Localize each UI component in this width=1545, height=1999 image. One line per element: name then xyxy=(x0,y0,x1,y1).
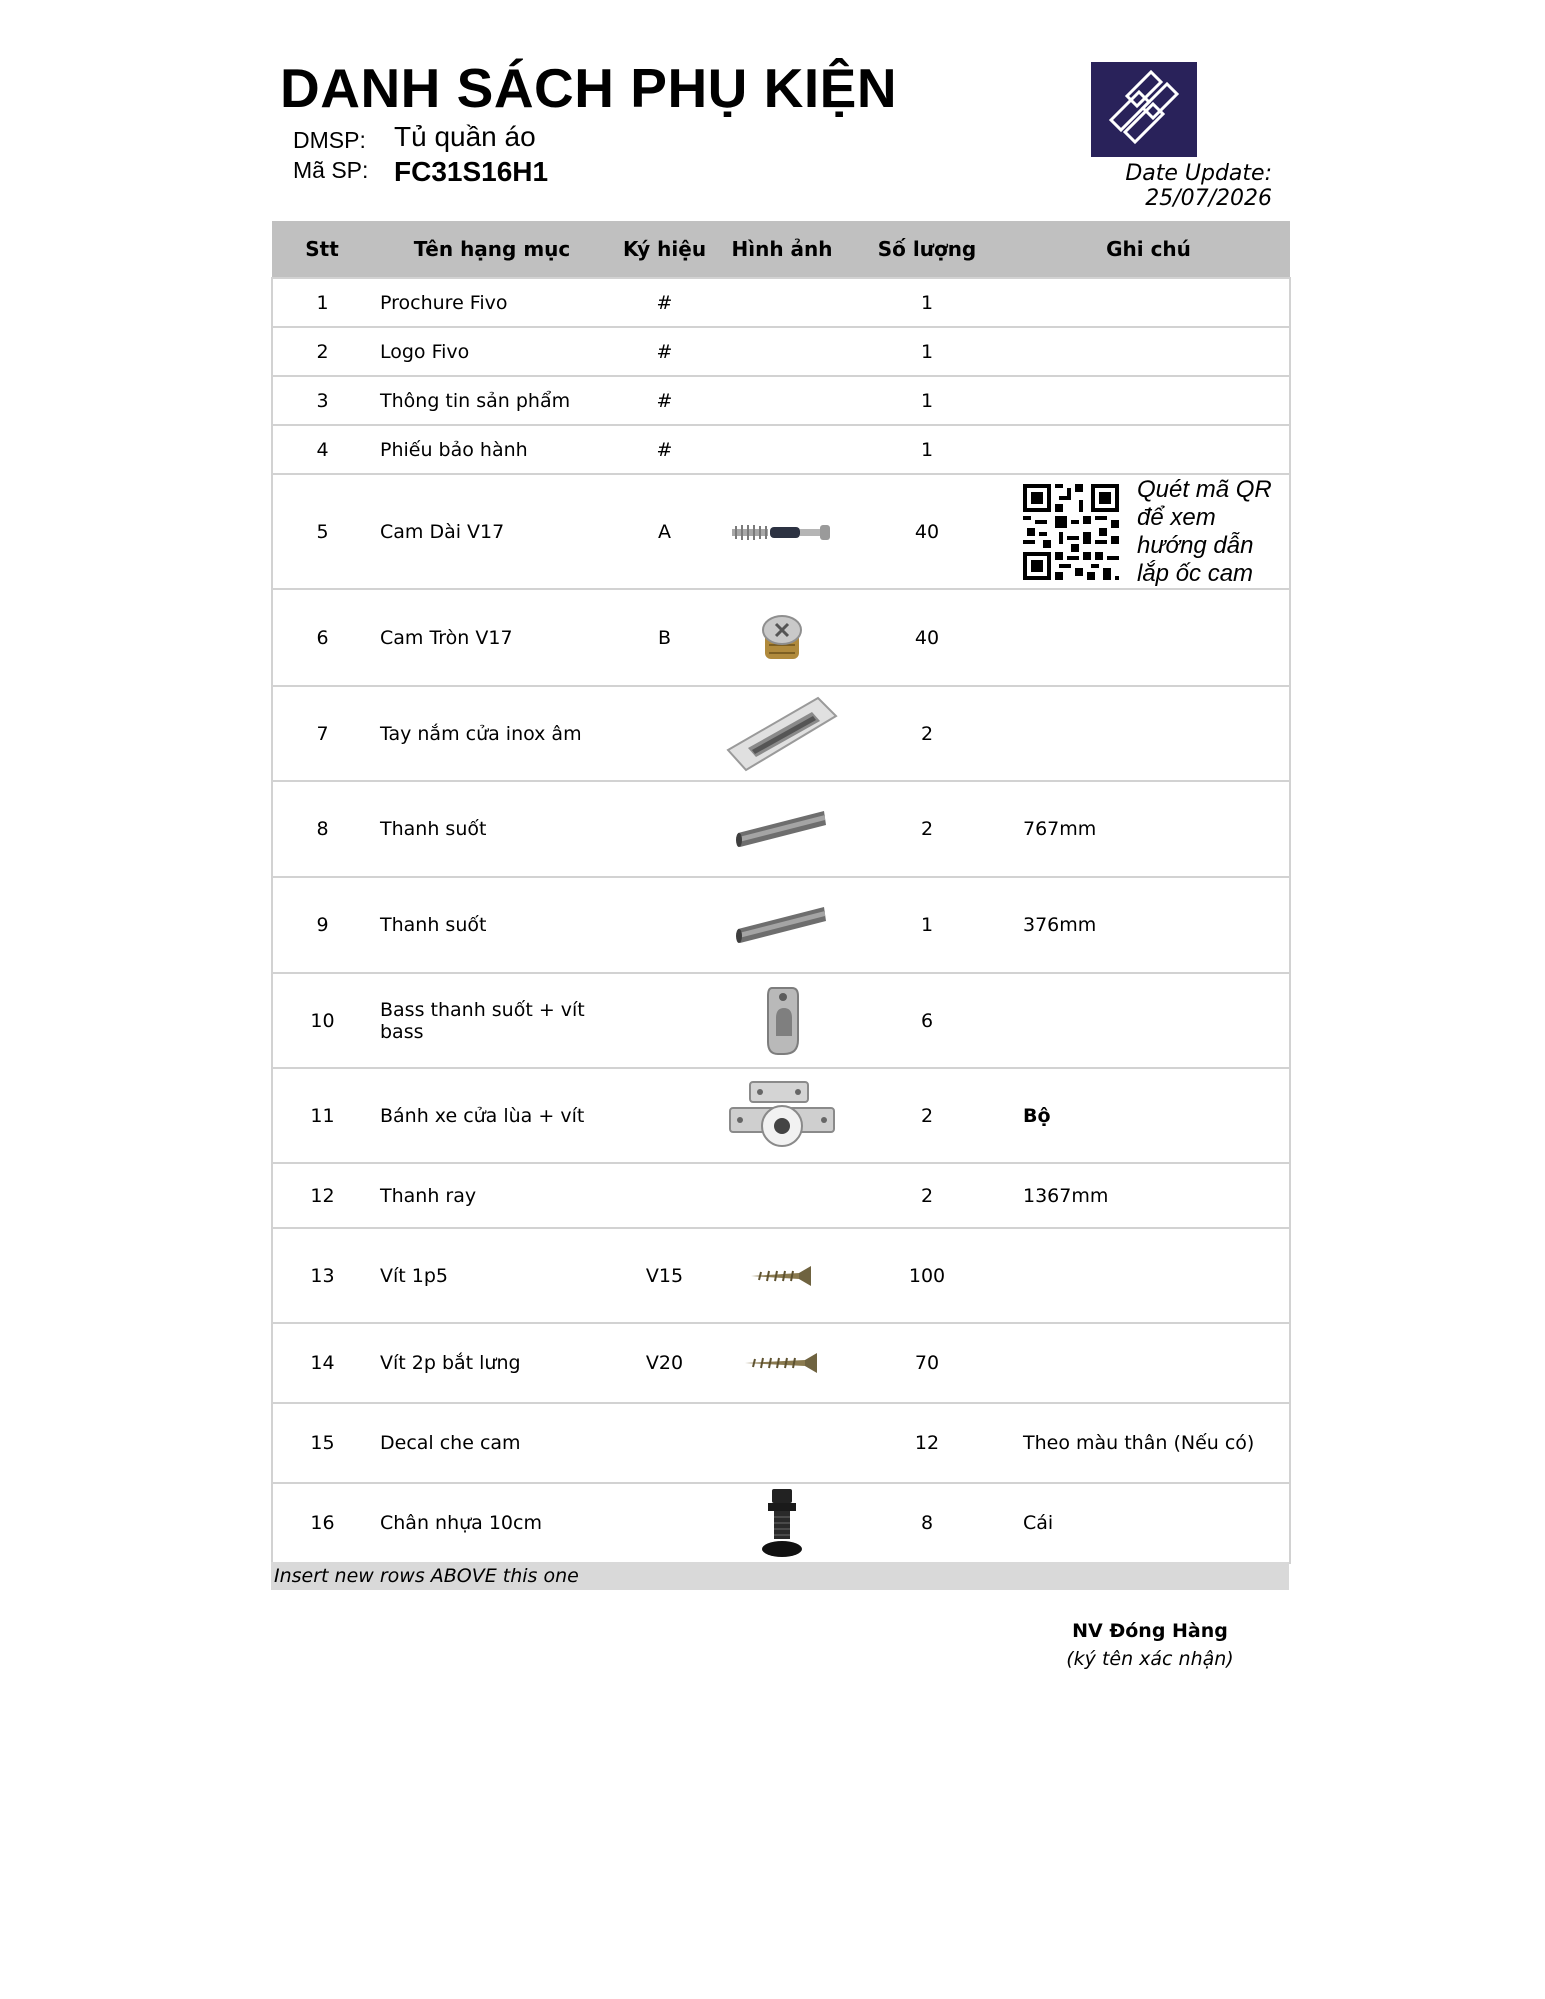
cell-name: Logo Fivo xyxy=(372,327,612,376)
cell-image xyxy=(717,425,847,474)
cell-note: 1367mm xyxy=(1007,1163,1290,1228)
cam-bolt-image xyxy=(730,521,834,543)
cell-note xyxy=(1007,376,1290,425)
table-row xyxy=(272,1403,1290,1483)
cell-note: Theo màu thân (Nếu có) xyxy=(1007,1403,1290,1483)
cell-code: A xyxy=(612,474,717,589)
table-row xyxy=(272,425,1290,474)
cell-code: # xyxy=(612,376,717,425)
cell-note xyxy=(1007,474,1290,589)
cell-name: Thông tin sản phẩm xyxy=(372,376,612,425)
cell-name: Cam Tròn V17 xyxy=(372,589,612,686)
cell-stt: 9 xyxy=(272,877,372,973)
page-title: DANH SÁCH PHỤ KIỆN xyxy=(280,57,898,119)
cell-image xyxy=(717,1483,847,1563)
cell-qty: 6 xyxy=(847,973,1007,1068)
cell-qty: 2 xyxy=(847,1068,1007,1163)
cell-stt: 7 xyxy=(272,686,372,781)
cell-qty: 1 xyxy=(847,877,1007,973)
cell-note xyxy=(1007,425,1290,474)
masp-value: FC31S16H1 xyxy=(394,156,549,187)
table-row xyxy=(272,686,1290,781)
col-header-image: Hình ảnh xyxy=(717,221,847,278)
cell-name: Decal che cam xyxy=(372,1403,612,1483)
cell-note xyxy=(1007,1228,1290,1323)
cell-image xyxy=(717,376,847,425)
cell-image xyxy=(717,1068,847,1163)
cell-name: Thanh suốt xyxy=(372,877,612,973)
cell-qty: 12 xyxy=(847,1403,1007,1483)
accessory-table-wrap xyxy=(271,221,1289,1564)
date-update: Date Update: 25/07/2026 xyxy=(1125,161,1272,211)
cell-code: # xyxy=(612,278,717,327)
cell-stt: 1 xyxy=(272,278,372,327)
table-row xyxy=(272,376,1290,425)
col-header-code: Ký hiệu xyxy=(612,221,717,278)
cell-qty: 70 xyxy=(847,1323,1007,1403)
cell-note xyxy=(1007,589,1290,686)
cam-lock-image xyxy=(759,613,805,663)
cell-qty: 40 xyxy=(847,474,1007,589)
sliding-wheel-image xyxy=(726,1078,838,1154)
cell-note: 376mm xyxy=(1007,877,1290,973)
cell-code: # xyxy=(612,327,717,376)
col-header-stt: Stt xyxy=(272,221,372,278)
signature-title: NV Đóng Hàng xyxy=(1072,1620,1228,1642)
table-row xyxy=(272,973,1290,1068)
cell-qty: 2 xyxy=(847,686,1007,781)
cell-image xyxy=(717,1163,847,1228)
screw-image xyxy=(743,1351,821,1375)
cell-code: B xyxy=(612,589,717,686)
cell-note xyxy=(1007,973,1290,1068)
table-row xyxy=(272,1228,1290,1323)
cell-name: Chân nhựa 10cm xyxy=(372,1483,612,1563)
qr-instruction-text: Quét mã QR để xem hướng dẫn lắp ốc cam xyxy=(1137,475,1272,587)
cell-qty: 2 xyxy=(847,1163,1007,1228)
cell-note: 767mm xyxy=(1007,781,1290,877)
col-header-note: Ghi chú xyxy=(1007,221,1290,278)
cell-note: Cái xyxy=(1007,1483,1290,1563)
insert-rows-hint: Insert new rows ABOVE this one xyxy=(271,1562,1289,1590)
table-row xyxy=(272,1323,1290,1403)
table-row xyxy=(272,1163,1290,1228)
cell-note xyxy=(1007,686,1290,781)
cell-image xyxy=(717,973,847,1068)
cell-image xyxy=(717,474,847,589)
cell-stt: 15 xyxy=(272,1403,372,1483)
masp-label: Mã SP: xyxy=(293,157,369,183)
cell-note xyxy=(1007,327,1290,376)
cell-qty: 8 xyxy=(847,1483,1007,1563)
cell-name: Thanh ray xyxy=(372,1163,612,1228)
cell-code xyxy=(612,781,717,877)
cell-note xyxy=(1007,278,1290,327)
cell-image xyxy=(717,686,847,781)
table-row xyxy=(272,1068,1290,1163)
cell-qty: 100 xyxy=(847,1228,1007,1323)
qr-code[interactable] xyxy=(1023,484,1119,580)
oval-rail-image xyxy=(734,903,830,947)
cell-qty: 1 xyxy=(847,327,1007,376)
cell-image xyxy=(717,1228,847,1323)
plastic-leg-image xyxy=(760,1487,804,1559)
dmsp-label: DMSP: xyxy=(293,127,366,153)
cell-image xyxy=(717,1323,847,1403)
cell-name: Cam Dài V17 xyxy=(372,474,612,589)
cell-stt: 10 xyxy=(272,973,372,1068)
cell-code: V15 xyxy=(612,1228,717,1323)
dmsp-value: Tủ quần áo xyxy=(394,121,536,152)
cell-stt: 12 xyxy=(272,1163,372,1228)
cell-stt: 13 xyxy=(272,1228,372,1323)
table-row xyxy=(272,327,1290,376)
cell-stt: 16 xyxy=(272,1483,372,1563)
rail-bracket-image xyxy=(762,984,802,1058)
signature-subtitle: (ký tên xác nhận) xyxy=(1066,1648,1234,1670)
cell-name: Vít 2p bắt lưng xyxy=(372,1323,612,1403)
table-row xyxy=(272,474,1290,589)
cell-name: Bass thanh suốt + vít bass xyxy=(372,973,612,1068)
cell-image xyxy=(717,278,847,327)
cell-stt: 3 xyxy=(272,376,372,425)
cell-qty: 2 xyxy=(847,781,1007,877)
table-row xyxy=(272,781,1290,877)
cell-stt: 8 xyxy=(272,781,372,877)
cell-image xyxy=(717,877,847,973)
cell-qty: 40 xyxy=(847,589,1007,686)
table-row xyxy=(272,589,1290,686)
cell-code xyxy=(612,686,717,781)
oval-rail-image xyxy=(734,807,830,851)
cell-name: Vít 1p5 xyxy=(372,1228,612,1323)
cell-code: # xyxy=(612,425,717,474)
cell-stt: 2 xyxy=(272,327,372,376)
accessory-table xyxy=(271,221,1291,1564)
cell-note: Bộ xyxy=(1007,1068,1290,1163)
cell-stt: 14 xyxy=(272,1323,372,1403)
cell-image xyxy=(717,1403,847,1483)
cell-image xyxy=(717,781,847,877)
col-header-qty: Số lượng xyxy=(847,221,1007,278)
cell-name: Thanh suốt xyxy=(372,781,612,877)
cell-code xyxy=(612,1483,717,1563)
cell-note xyxy=(1007,1323,1290,1403)
cell-code xyxy=(612,1068,717,1163)
table-row xyxy=(272,877,1290,973)
screw-image xyxy=(749,1264,815,1288)
cell-code xyxy=(612,973,717,1068)
cell-code xyxy=(612,1403,717,1483)
cell-stt: 11 xyxy=(272,1068,372,1163)
table-row xyxy=(272,278,1290,327)
col-header-name: Tên hạng mục xyxy=(372,221,612,278)
cell-stt: 6 xyxy=(272,589,372,686)
cell-name: Bánh xe cửa lùa + vít xyxy=(372,1068,612,1163)
brand-logo xyxy=(1091,62,1197,157)
qr-note xyxy=(1023,476,1289,588)
recessed-handle-image xyxy=(724,694,840,774)
cell-image xyxy=(717,327,847,376)
cell-code xyxy=(612,1163,717,1228)
cell-name: Prochure Fivo xyxy=(372,278,612,327)
cell-code: V20 xyxy=(612,1323,717,1403)
table-header-row xyxy=(272,221,1290,278)
cell-qty: 1 xyxy=(847,376,1007,425)
cell-stt: 5 xyxy=(272,474,372,589)
table-row xyxy=(272,1483,1290,1563)
cell-qty: 1 xyxy=(847,425,1007,474)
cell-name: Tay nắm cửa inox âm xyxy=(372,686,612,781)
cell-stt: 4 xyxy=(272,425,372,474)
cell-name: Phiếu bảo hành xyxy=(372,425,612,474)
cell-image xyxy=(717,589,847,686)
cell-code xyxy=(612,877,717,973)
cell-qty: 1 xyxy=(847,278,1007,327)
